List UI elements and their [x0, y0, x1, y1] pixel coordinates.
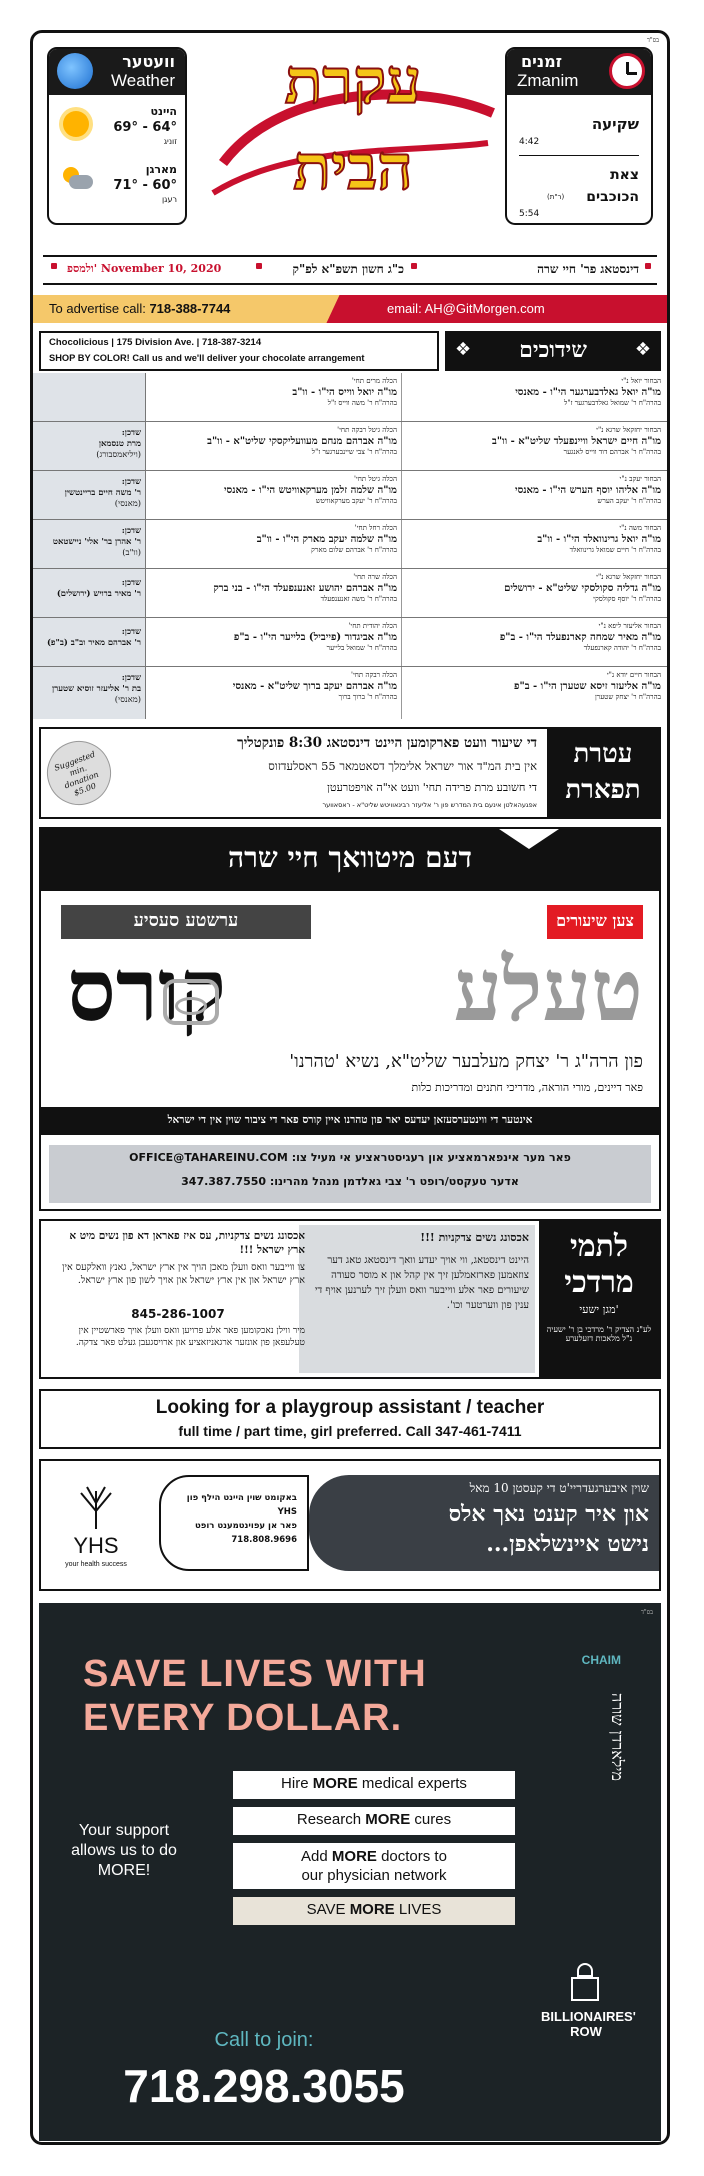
telecourse-banner-text: דעם מיטוואך חיי שרה — [228, 841, 472, 874]
zmanim-shkiah-time: 4:42 — [519, 137, 540, 147]
bullet-icon — [51, 263, 57, 269]
achdus-box — [299, 1225, 535, 1373]
chaim-headline-2: EVERY DOLLAR. — [83, 1697, 403, 1739]
sun-icon — [63, 111, 89, 137]
ateres-logo-line-2: תפארת — [565, 775, 641, 805]
bullet-icon — [411, 263, 417, 269]
weather-tomorrow-desc: רעגן — [162, 195, 177, 204]
lisami-line-1: לתמי — [570, 1229, 628, 1264]
zmanim-tzeis-label: צאת — [610, 167, 639, 183]
dateline-civil-date: ולמספ' November 10, 2020 — [67, 262, 222, 275]
weather-title-yiddish: וועטער — [122, 52, 175, 71]
ateres-line-2: אין בית המ"ד אור ישראל אלימלך דסאטמאר 55 ראסלעדזוס — [268, 759, 537, 773]
advertise-email-strip — [363, 295, 667, 323]
middle-ad-block — [39, 1219, 661, 1379]
zmanim-tzeis-time: 5:54 — [519, 209, 540, 219]
telecourse-word-teleh: טעלע — [453, 940, 643, 1041]
chaim-bullet-2: Research MORE cures — [233, 1807, 515, 1835]
donation-stamp — [38, 732, 120, 814]
yhs-logo-text: YHS — [73, 1533, 119, 1558]
ateres-ad — [39, 727, 661, 819]
yhs-contact-box — [159, 1475, 309, 1571]
achdus2-phone[interactable]: 845-286-1007 — [131, 1307, 225, 1321]
ornament-right-icon: ❖ — [634, 339, 651, 360]
telecourse-banner — [41, 829, 659, 891]
zmanim-tzeis-note: (ר"ת) — [547, 193, 565, 201]
yhs-logo-sub: your health success — [65, 1561, 127, 1568]
lisami-logo — [539, 1221, 659, 1377]
yhs-headline-box — [309, 1475, 659, 1571]
shiduch-row: הבחור יעקב נ"י מו"ה אליהו יוסף הערש הי"ו - מאנסי בהרה"ח ר' יעקב הערש הכלה גיטל תחי' מו"ה שלמה זלמן מערקאוויטש הי"ו - מאנסי בהרה"ח ר' יעקב מערקאוויטש שדכן: ר' משה חיים בריינטשין (מאנסי) — [33, 471, 667, 520]
weather-box — [47, 47, 187, 225]
zmanim-tzeis-label-2: הכוכבים — [586, 189, 639, 205]
weather-today-desc: זוניג — [163, 137, 177, 146]
chaim-brand: CHAIM — [581, 1653, 621, 1667]
chaim-call-label: Call to join: — [214, 2029, 314, 2051]
bullet-icon — [256, 263, 262, 269]
shiduch-row: הבחור חיים יודא נ"י מו"ה אליעזר זיסא שטערן הי"ו - ב"פ בהרה"ח ר' יצחק שטערן הכלה רבקה תחי' מו"ה אברהם יעקב ברוך שליט"א - מאנסי בהרה"ח ר' ברוך ברוך שדכן: בת ר' אליעזר זוסיא שטערן (מאנסי) — [52, 671, 661, 704]
chaim-bullet-4: SAVE MORE LIVES — [233, 1897, 515, 1925]
shiduchim-title-block — [445, 331, 661, 371]
telecourse-tag-left-text: ערשטע סעסיע — [133, 910, 239, 931]
zmanim-header — [507, 49, 651, 95]
yhs-ad — [39, 1459, 661, 1591]
shiduch-row: הבחור אליעזר ליפא נ"י מו"ה מאיר שמחה קארנפעלד הי"ו - ב"פ בהרה"ח ר' יהודה קארנפעלד הכלה יהודית תחי' מו"ה אביגדור (פייביל) בלייער הי"ו - ב"פ בהרה"ח ר' שמואל בלייער שדכן: ר' אברהם מאיר וב"ב (ב"פ) — [33, 618, 667, 667]
chaim-bullet-3: Add MORE doctors to our physician network — [233, 1843, 515, 1889]
page-frame — [30, 30, 670, 2145]
advertise-phone-strip — [33, 295, 353, 323]
chaim-phone[interactable]: 718.298.3055 — [123, 2060, 405, 2112]
achdus2-box — [47, 1225, 309, 1373]
banner-notch — [499, 829, 559, 849]
chaim-bullet-1: Hire MORE medical experts — [233, 1771, 515, 1799]
lisami-line-3: מגן ישעי' — [579, 1303, 619, 1316]
telecourse-info-phone[interactable]: אדער טעקסט/רופט ר' צבי גאלדמן מנהל מהרינו: 347.387.7550 — [181, 1175, 519, 1188]
donation-stamp-text: Suggested min. donation $5.00 — [53, 749, 100, 798]
playgroup-subtitle: full time / part time, girl preferred. Call 347-461-7411 — [178, 1423, 522, 1439]
advertise-phone: To advertise call: 718-388-7744 — [49, 301, 231, 316]
weather-header — [49, 49, 185, 95]
dateline — [43, 255, 657, 285]
advertise-bar — [33, 295, 667, 323]
lisami-line-2: מרדכי — [564, 1265, 634, 1300]
ateres-logo-line-1: עטרת — [573, 739, 633, 769]
chaim-headline-1: SAVE LIVES WITH — [83, 1653, 427, 1695]
shiduch-row: הבחור משה נ"י מו"ה יואל גרינוואלד הי"ו - וו"ב בהרה"ח ר' חיים שמואל גרינוואלד הכלה רחל תחי' מו"ה שלמה יעקב מארק הי"ו - וו"ב בהרה"ח ר' אברהם שלום מארק שדכן: ר' אהרן בר' אלי' ניישטאט (וו"ב) — [33, 520, 667, 569]
chocolicious-ad — [39, 331, 439, 371]
tree-icon — [51, 1481, 141, 1531]
telecourse-tag-left — [61, 905, 311, 939]
ateres-logo — [547, 729, 659, 817]
yhs-contact-text: באקומט שוין היינט הילף פון YHS פאר אן עפוינטמענט רופט 718.808.9696 — [186, 1493, 297, 1545]
playgroup-title: Looking for a playgroup assistant / teacher — [155, 1397, 545, 1418]
yhs-headline-1: שוין איבערגעדריי'ט די קעסטן 10 מאל — [469, 1481, 649, 1495]
zmanim-title-english: Zmanim — [517, 71, 579, 90]
yhs-logo — [51, 1481, 141, 1581]
weather-today-label: היינט — [150, 105, 177, 118]
ateres-line-3: די חשובע מרת פרידה תחי' וועט אי"ה אויפטרעטן — [327, 781, 537, 794]
achdus-title: אכסונג נשים צדקניות !!! — [420, 1231, 529, 1244]
zmanim-divider — [519, 155, 639, 156]
telecourse-strip-text: אינטער די ווינטערסעזאן יעדעס יאר פון טהרנו איין קורס פאר די ציבור שוין אין די ישראל — [167, 1114, 533, 1126]
bullet-icon — [645, 263, 651, 269]
shiduchim-header — [33, 331, 667, 371]
yhs-headline-2: און איר קענט נאך אלס — [448, 1501, 649, 1527]
chaim-support: Your support allows us to do MORE! — [71, 1822, 177, 1879]
ateres-line-4: אפגעהאלטן אינעם בית המדרש פון ר' אליעזר רבינאוויטש שליט"א - ראסאווער — [322, 801, 537, 809]
weather-title-english: Weather — [111, 71, 175, 90]
chocolicious-line-2: SHOP BY COLOR! Call us and we'll deliver your chocolate arrangement — [49, 353, 365, 363]
lisami-sub: לע"נ הצדיק ר' מרדכי בן ר' ישעיה נ"ל מלאכות דזעלערע — [546, 1325, 652, 1343]
alarm-clock-icon — [609, 53, 645, 89]
shiduch-row: הבחור יחזקאל שרגא נ"י מו"ה חיים ישראל וויינפעלד שליט"א - וו"ב בהרה"ח ר' אברהם דוד ווייס לאנגער הכלה גיטל רבקה תחי' מו"ה אברהם מנחם מעוועליקסקי שליט"א - וו"ב בהרה"ח ר' צבי שיינבערגער ז"ל שדכן: מרת טנסמאן (ויליאמסבורג) — [33, 422, 667, 471]
bsd-mark: בס"ד — [647, 37, 659, 44]
telecourse-info-email[interactable]: פאר מער אינפארמאציע און רעגיסטראציע אי מעיל צו: OFFICE@TAHAREINU.COM — [129, 1151, 571, 1164]
chaim-bsd: בס"ד — [641, 1609, 653, 1616]
playgroup-ad — [39, 1389, 661, 1449]
telecourse-ad — [39, 827, 661, 1211]
advertise-email-link[interactable]: email: AH@GitMorgen.com — [387, 301, 545, 316]
chaim-hebrew-vertical: מילארדן שורה — [608, 1693, 627, 1781]
shiduchim-title: שידוכים — [519, 337, 587, 363]
ateres-line-1: די שיעור וועט פארקומען היינט דינסטאג 8:30 פונקטליך — [237, 735, 537, 751]
chaim-brand-sub: BILLIONAIRES' ROW — [541, 2009, 636, 2039]
telecourse-info-box — [49, 1145, 651, 1203]
ornament-left-icon: ❖ — [455, 339, 472, 360]
zmanim-title-yiddish: זמנים — [521, 52, 563, 71]
chaim-ad — [39, 1603, 661, 2141]
telecourse-tag-right — [547, 905, 643, 939]
logo-line-2: הבית — [293, 131, 413, 204]
telecourse-rav: פון הרה"ג ר' יצחק מעלבער שליט"א, נשיא 'טהרנו' — [289, 1051, 643, 1072]
achdus2-body: צו ווייבער וואס וועלן מאכן הויך אין ארץ ישראל, גאנץ וואלקעס אין ארץ ישראל און אין ארץ ישראל און אויך לשון פון ארץ ישראל. — [62, 1262, 305, 1286]
logo-line-1: עקרת — [284, 45, 422, 118]
shiduchim-grid — [33, 373, 667, 719]
zmanim-box — [505, 47, 653, 225]
chocolicious-line-1: Chocolicious | 175 Division Ave. | 718-387-3214 — [49, 337, 262, 348]
telephone-icon — [163, 979, 219, 1025]
weather-tomorrow-temp: 71° - 60° — [113, 178, 177, 193]
weather-today-temp: 69° - 64° — [113, 120, 177, 135]
telecourse-tag-right-text: צען שיעורים — [556, 911, 634, 930]
achdus2-title: אכסונג נשים צדקניות, עס איז פאראן דא פון נשים מיט א ארץ ישראל !!! — [69, 1230, 305, 1256]
globe-icon — [57, 53, 93, 89]
yhs-headline-3: נישט איינשלאפן... — [486, 1531, 649, 1557]
telecourse-strip — [41, 1107, 659, 1135]
dateline-parsha: דינסטאג פר' חיי שרה — [537, 262, 639, 276]
achdus-body: היינט דינסטאג, ווי אויך יעדע וואך דינסטאג טאג דער צוזאמען פארזאמלען זיך אין קהל און א מוסר סעודה שיעורים פאר אלע ווייבער וואס וועלן זיך לערנען אויף די ענין פון ווערטער וכו'. — [314, 1255, 529, 1311]
shiduch-row: הבחור יחזקאל שרגא נ"י מו"ה גדליה סקולסקי שליט"א - ירושלים בהרה"ח ר' יוסף סקולסקי הכלה שרה תחי' מו"ה אברהם יהושע זאנענפעלד הי"ו - בני ברק בהרה"ח ר' משה זאנענפעלד שדכן: ר' מאיר ברויש (ירושלים) — [33, 569, 667, 618]
achdus2-more: מיר ווילן נאכקומען פאר אלע פרויען וואס וועלן אויך פארשטיין אין טעלעפאן פון אונזער ארגאניזאציע און ארויסגעבן געלט פאר צדקה. — [75, 1326, 305, 1348]
cloud-sun-icon — [61, 167, 93, 189]
telecourse-word-kurs: קורס — [67, 940, 227, 1041]
zmanim-shkiah-label: שקיעה — [591, 115, 639, 133]
dateline-hebrew-date: כ"ג חשון תשפ"א לפ"ק — [292, 262, 404, 276]
telecourse-rav-sub: פאר דיינים, מורי הוראה, מדריכי חתנים ומדריכות כלות — [411, 1081, 643, 1094]
masthead-logo — [203, 43, 503, 223]
shiduch-row: הבחור יואל נ"י מו"ה יואל גאלדבערגער הי"ו - מאנסי בהרה"ח ר' שמואל גאלדבערגער ז"ל הכלה מרים תחי' מו"ה יואל ווייס הי"ו - וו"ב בהרה"ח ר' משה ווייס ז"ל — [33, 373, 667, 422]
weather-tomorrow-label: מארגן — [145, 163, 177, 176]
building-icon — [565, 1963, 605, 2003]
